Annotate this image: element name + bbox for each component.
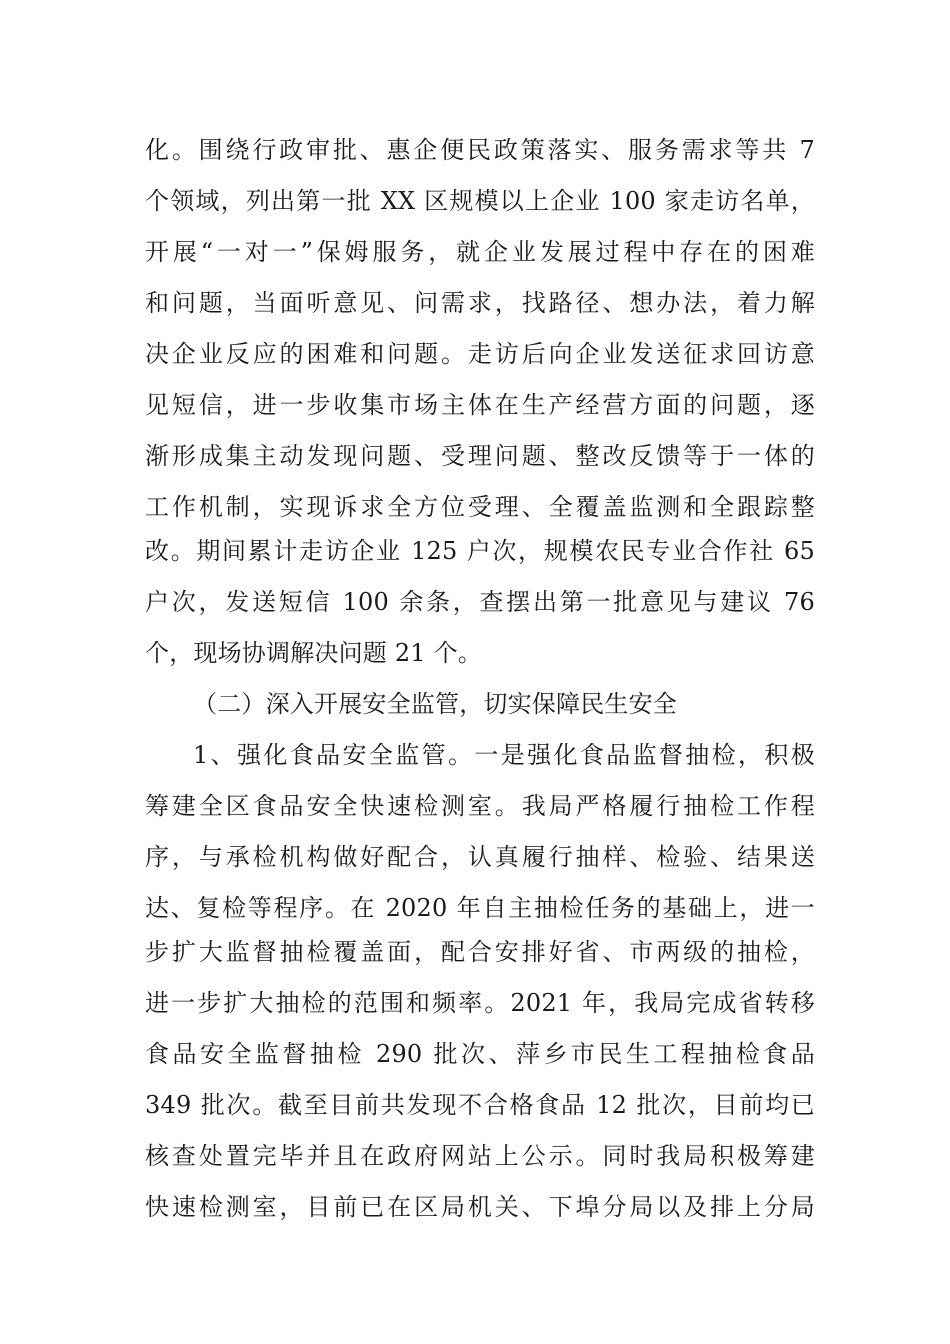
paragraph-line: 改。期间累计走访企业 125 户次，规模农民专业合作社 65 (145, 537, 815, 565)
paragraph-line: 见短信，进一步收集市场主体在生产经营方面的问题，逐 (145, 391, 815, 419)
paragraph-line: 349 批次。截至目前共发现不合格食品 12 批次，目前均已 (145, 1091, 815, 1119)
paragraph-line: 达、复检等程序。在 2020 年自主抽检任务的基础上，进一 (145, 894, 815, 922)
paragraph-line: 户次，发送短信 100 余条，查摆出第一批意见与建议 76 (145, 588, 815, 616)
paragraph-line: 个，现场协调解决问题 21 个。 (145, 639, 482, 667)
paragraph-line: 化。围绕行政审批、惠企便民政策落实、服务需求等共 7 (145, 136, 815, 164)
paragraph-line: 核查处置完毕并且在政府网站上公示。同时我局积极筹建 (145, 1142, 815, 1170)
paragraph-line: 和问题，当面听意见、问需求，找路径、想办法，着力解 (145, 289, 815, 317)
paragraph-line: 渐形成集主动发现问题、受理问题、整改反馈等于一体的 (145, 442, 815, 470)
paragraph-line: 快速检测室，目前已在区局机关、下埠分局以及排上分局 (145, 1193, 815, 1221)
paragraph-line: 筹建全区食品安全快速检测室。我局严格履行抽检工作程 (145, 792, 815, 820)
paragraph-line: 食品安全监督抽检 290 批次、萍乡市民生工程抽检食品 (145, 1040, 815, 1068)
paragraph-line: 开展“一对一”保姆服务，就企业发展过程中存在的困难 (145, 238, 815, 266)
paragraph-line: 工作机制，实现诉求全方位受理、全覆盖监测和全跟踪整 (145, 493, 815, 521)
paragraph-line: 步扩大监督抽检覆盖面，配合安排好省、市两级的抽检， (145, 938, 815, 966)
paragraph-line: 1、强化食品安全监管。一是强化食品监督抽检，积极 (193, 741, 815, 769)
paragraph-line: 个领域，列出第一批 XX 区规模以上企业 100 家走访名单， (145, 187, 815, 215)
paragraph-line: 序，与承检机构做好配合，认真履行抽样、检验、结果送 (145, 843, 815, 871)
paragraph-line: 决企业反应的困难和问题。走访后向企业发送征求回访意 (145, 340, 815, 368)
section-heading: （二）深入开展安全监管，切实保障民生安全 (193, 690, 677, 718)
paragraph-line: 进一步扩大抽检的范围和频率。2021 年，我局完成省转移 (145, 989, 815, 1017)
